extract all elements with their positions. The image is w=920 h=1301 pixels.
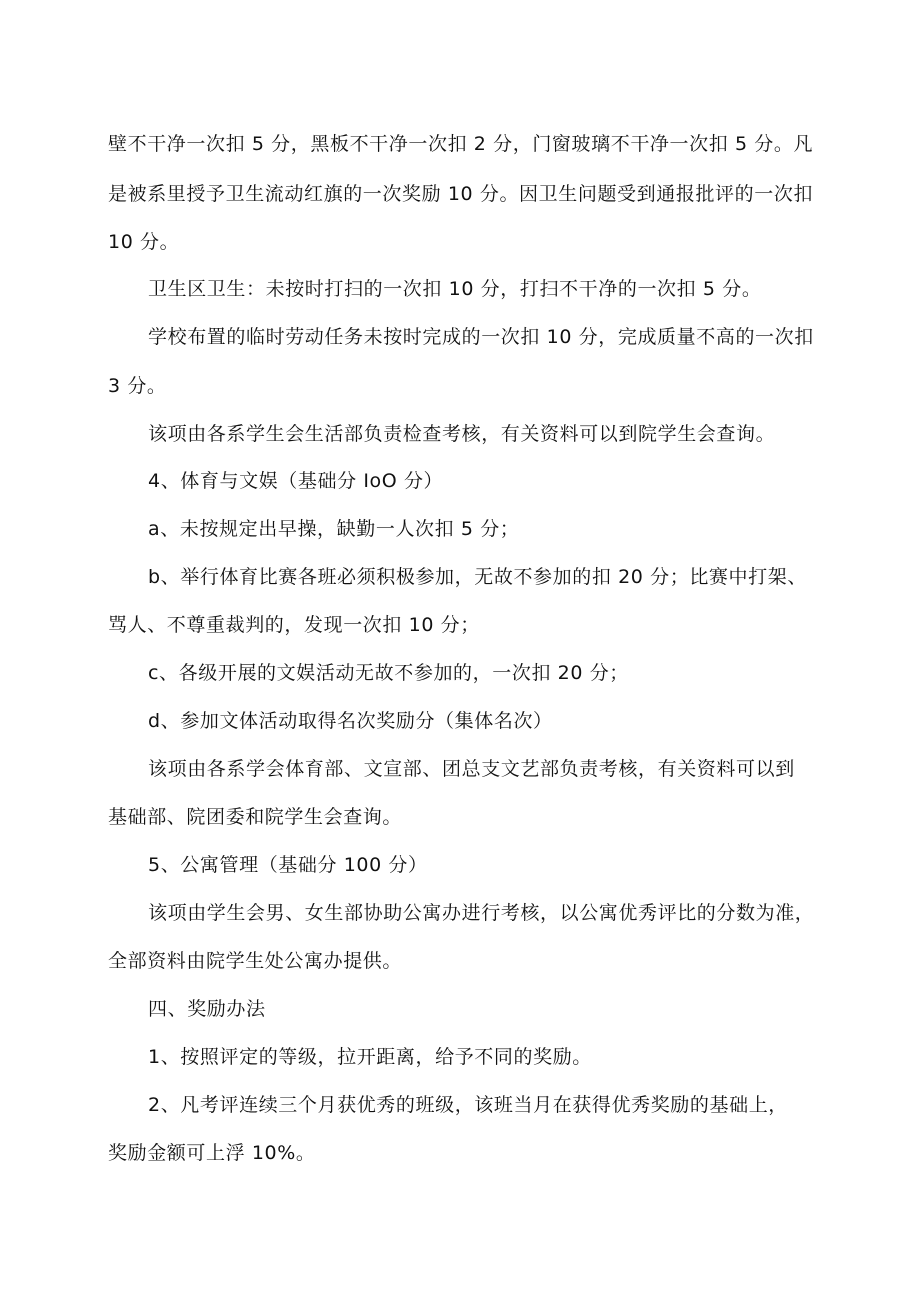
text-line: 是被系里授予卫生流动红旗的一次奖励 10 分。因卫生问题受到通报批评的一次扣 [108, 183, 814, 205]
text-line: 该项由学生会男、女生部协助公寓办进行考核，以公寓优秀评比的分数为准， [148, 902, 815, 924]
text-line: a、未按规定出早操，缺勤一人次扣 5 分； [148, 518, 520, 540]
text-line: b、举行体育比赛各班必须积极参加，无故不参加的扣 20 分；比赛中打架、 [148, 566, 807, 588]
text-line: 2、凡考评连续三个月获优秀的班级，该班当月在获得优秀奖励的基础上， [148, 1094, 788, 1116]
section-heading: 4、体育与文娱（基础分 IoO 分） [148, 470, 444, 492]
text-line: 学校布置的临时劳动任务未按时完成的一次扣 10 分，完成质量不高的一次扣 [148, 326, 814, 348]
text-line: 基础部、院团委和院学生会查询。 [108, 806, 403, 828]
text-line: 1、按照评定的等级，拉开距离，给予不同的奖励。 [148, 1046, 592, 1068]
text-line: 10 分。 [108, 231, 180, 253]
text-line: 全部资料由院学生处公寓办提供。 [108, 950, 403, 972]
section-heading: 5、公寓管理（基础分 100 分） [148, 854, 428, 876]
text-line: 该项由各系学会体育部、文宣部、团总支文艺部负责考核，有关资料可以到 [148, 758, 795, 780]
text-line: 骂人、不尊重裁判的，发现一次扣 10 分； [108, 614, 480, 636]
text-line: 奖励金额可上浮 10%。 [108, 1142, 316, 1164]
text-line: d、参加文体活动取得名次奖励分（集体名次） [148, 710, 553, 732]
text-line: c、各级开展的文娱活动无故不参加的，一次扣 20 分； [148, 662, 629, 684]
section-heading: 四、奖励办法 [148, 998, 266, 1020]
text-line: 该项由各系学生会生活部负责检查考核，有关资料可以到院学生会查询。 [148, 423, 776, 445]
text-line: 3 分。 [108, 375, 167, 397]
text-line: 壁不干净一次扣 5 分，黑板不干净一次扣 2 分，门窗玻璃不干净一次扣 5 分。凡 [108, 133, 814, 155]
text-line: 卫生区卫生：未按时打扫的一次扣 10 分，打扫不干净的一次扣 5 分。 [148, 278, 762, 300]
